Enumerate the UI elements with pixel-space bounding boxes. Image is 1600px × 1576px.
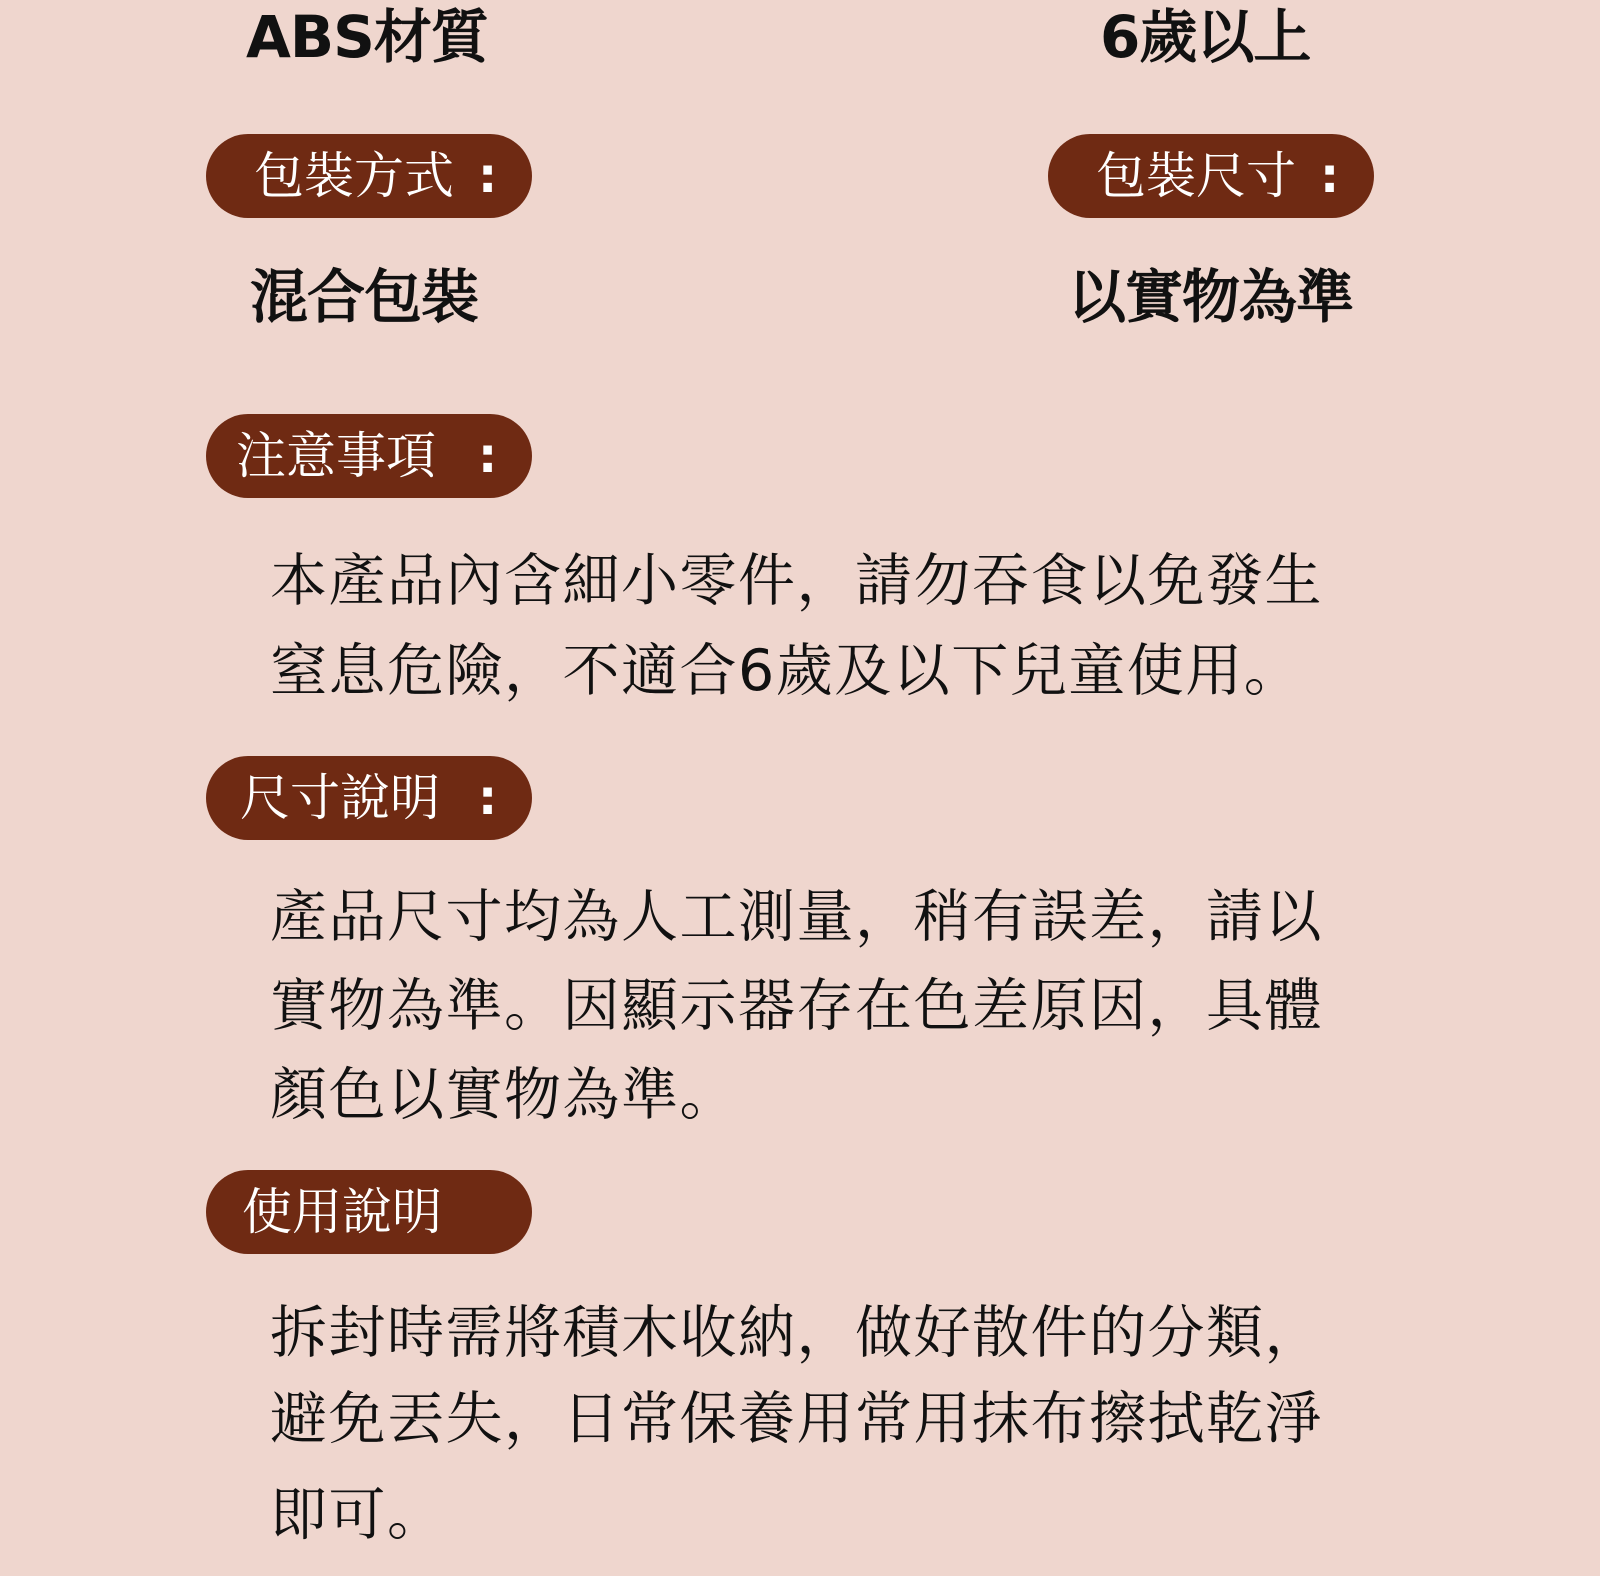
notice-text bbox=[270, 536, 1450, 716]
notice-label: 注意事項 bbox=[236, 427, 436, 485]
size-line: 產品尺寸均為人工測量，稍有誤差，請以 bbox=[270, 884, 1323, 950]
size-line: 顏色以實物為準。 bbox=[270, 1062, 738, 1128]
packing-method-value: 混合包裝 bbox=[250, 263, 479, 331]
usage-text bbox=[270, 1290, 1450, 1558]
packing-method-colon: : bbox=[478, 148, 498, 204]
notice-line: 窒息危險，不適合6歲及以下兒童使用。 bbox=[270, 638, 1303, 704]
usage-line: 拆封時需將積木收納，做好散件的分類， bbox=[270, 1300, 1323, 1366]
size-line: 實物為準。因顯示器存在色差原因，具體 bbox=[270, 973, 1323, 1039]
packing-method-label: 包裝方式 bbox=[254, 147, 454, 205]
usage-line: 即可。 bbox=[270, 1482, 446, 1548]
packing-size-colon: : bbox=[1320, 148, 1340, 204]
size-colon: : bbox=[478, 770, 498, 826]
notice-line: 本產品內含細小零件，請勿吞食以免發生 bbox=[270, 548, 1323, 614]
notice-badge bbox=[206, 414, 532, 498]
packing-size-value: 以實物為準 bbox=[1068, 263, 1354, 331]
usage-label: 使用說明 bbox=[242, 1183, 442, 1241]
size-badge bbox=[206, 756, 532, 840]
packing-size-badge bbox=[1048, 134, 1374, 218]
usage-badge bbox=[206, 1170, 532, 1254]
packing-method-badge bbox=[206, 134, 532, 218]
usage-line: 避免丟失，日常保養用常用抹布擦拭乾淨 bbox=[270, 1386, 1323, 1452]
packing-size-label: 包裝尺寸 bbox=[1096, 147, 1296, 205]
size-label: 尺寸說明 bbox=[240, 769, 440, 827]
notice-colon: : bbox=[478, 428, 498, 484]
age-value: 6歲以上 bbox=[1100, 3, 1311, 71]
size-text bbox=[270, 873, 1450, 1140]
material-value: ABS材質 bbox=[246, 3, 488, 71]
